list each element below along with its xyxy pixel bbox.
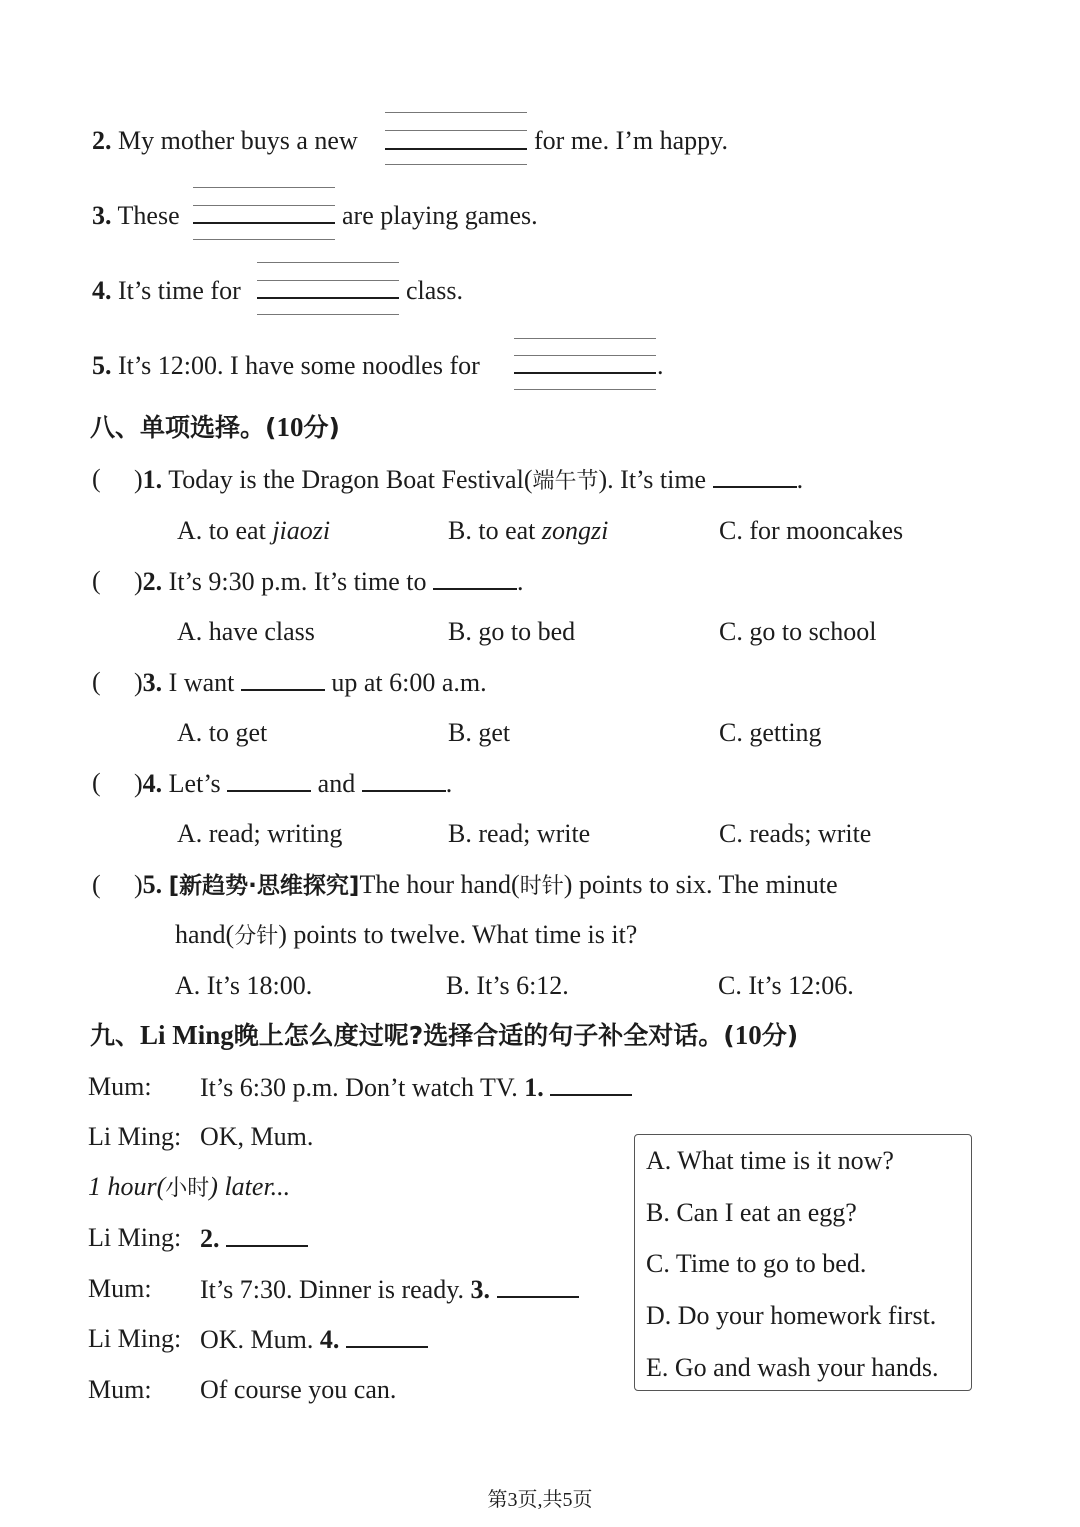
option-b[interactable]: B. get xyxy=(448,718,511,747)
option-a[interactable]: A. to get xyxy=(177,718,268,747)
option-c[interactable]: C. for mooncakes xyxy=(719,516,904,545)
answer-paren-open[interactable]: ( xyxy=(92,667,101,696)
option-c[interactable]: C. reads; write xyxy=(719,819,872,848)
answer-blank-2[interactable] xyxy=(226,1225,308,1247)
speaker: Li Ming: xyxy=(88,1122,182,1151)
question-cn: 端午节 xyxy=(532,469,599,494)
item-text: These xyxy=(117,201,180,230)
question-text: The hour hand( xyxy=(359,870,520,899)
option-c[interactable]: C. Time to go to bed. xyxy=(646,1249,867,1278)
page-number: 第3页,共5页 xyxy=(487,1489,593,1511)
item-text: It’s time for xyxy=(118,276,241,305)
option-c[interactable]: C. It’s 12:06. xyxy=(718,971,854,1000)
answer-blank[interactable] xyxy=(433,568,517,590)
item-text-after: . xyxy=(657,351,664,380)
option-c[interactable]: C. getting xyxy=(719,718,822,747)
option-d[interactable]: D. Do your homework first. xyxy=(646,1301,937,1330)
option-b[interactable]: B. It’s 6:12. xyxy=(446,971,569,1000)
option-b[interactable]: B. to eat zongzi xyxy=(448,516,609,545)
item-number: 5. xyxy=(92,351,112,380)
speaker: Mum: xyxy=(88,1072,152,1101)
answer-blank-4[interactable] xyxy=(346,1326,428,1348)
option-a[interactable]: A. to eat jiaozi xyxy=(177,516,331,545)
option-a[interactable]: A. have class xyxy=(177,617,315,646)
option-b[interactable]: B. read; write xyxy=(448,819,591,848)
answer-blank[interactable] xyxy=(241,669,325,691)
question-number: 3. xyxy=(142,668,163,697)
item-number: 3. xyxy=(92,201,112,230)
speaker: Li Ming: xyxy=(88,1324,182,1353)
item-number: 4. xyxy=(92,276,112,305)
item-text: It’s 12:00. I have some noodles for xyxy=(118,351,480,380)
item-number: 2. xyxy=(92,126,112,155)
question-text: I want xyxy=(168,668,235,697)
question-text: It’s 9:30 p.m. It’s time to xyxy=(168,567,427,596)
item-text-after: class. xyxy=(406,276,464,305)
item-text: My mother buys a new xyxy=(118,126,358,155)
option-a[interactable]: A. It’s 18:00. xyxy=(175,971,313,1000)
option-b[interactable]: B. go to bed xyxy=(448,617,576,646)
question-text: Today is the Dragon Boat Festival( xyxy=(168,465,533,494)
answer-paren-close: ) xyxy=(134,668,143,697)
question-tag: [新趋势·思维探究] xyxy=(168,873,360,899)
option-b[interactable]: B. Can I eat an egg? xyxy=(646,1198,857,1227)
question-number: 2. xyxy=(142,567,163,596)
option-c[interactable]: C. go to school xyxy=(719,617,877,646)
speaker: Mum: xyxy=(88,1375,152,1404)
question-number: 5. xyxy=(142,870,163,899)
question-number: 4. xyxy=(142,769,163,798)
answer-blank-3[interactable] xyxy=(497,1276,579,1298)
answer-paren-open[interactable]: ( xyxy=(92,870,101,899)
answer-paren-open[interactable]: ( xyxy=(92,768,101,797)
section-heading-8: 八、单项选择。(10分) xyxy=(90,412,340,442)
narration: 1 hour(小时) later... xyxy=(88,1172,291,1201)
question-text: Let’s xyxy=(168,769,221,798)
answer-blank-2[interactable] xyxy=(362,770,446,792)
answer-paren-close: ) xyxy=(134,769,143,798)
option-e[interactable]: E. Go and wash your hands. xyxy=(646,1353,939,1382)
answer-paren-close: ) xyxy=(134,567,143,596)
answer-paren-open[interactable]: ( xyxy=(92,566,101,595)
answer-paren-open[interactable]: ( xyxy=(92,464,101,493)
item-text-after: are playing games. xyxy=(342,201,538,230)
section-heading-9: 九、Li Ming晚上怎么度过呢?选择合适的句子补全对话。(10分) xyxy=(90,1020,799,1050)
question-number: 1. xyxy=(142,465,163,494)
speaker: Mum: xyxy=(88,1274,152,1303)
item-text-after: for me. I’m happy. xyxy=(534,126,728,155)
answer-blank-1[interactable] xyxy=(550,1074,632,1096)
answer-paren-close: ) xyxy=(134,870,143,899)
option-a[interactable]: A. What time is it now? xyxy=(646,1146,894,1175)
answer-paren-close: ) xyxy=(134,465,143,494)
answer-blank[interactable] xyxy=(713,466,797,488)
answer-blank-1[interactable] xyxy=(227,770,311,792)
speaker: Li Ming: xyxy=(88,1223,182,1252)
option-a[interactable]: A. read; writing xyxy=(177,819,343,848)
